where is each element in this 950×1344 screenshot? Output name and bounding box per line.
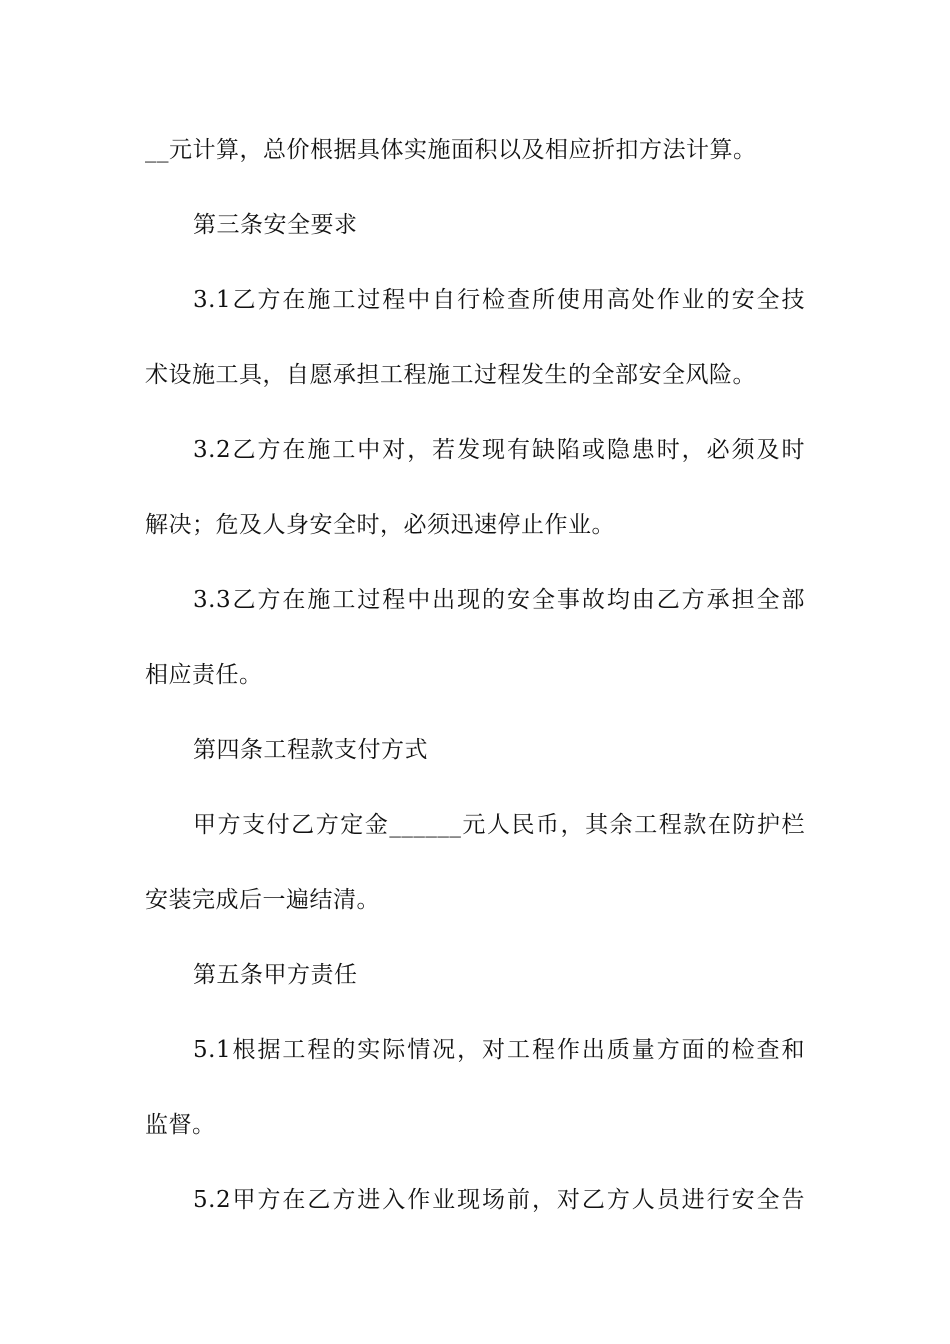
paragraph-line: 3.2乙方在施工中对，若发现有缺陷或隐患时，必须及时 xyxy=(193,437,805,463)
paragraph-line: 5.2甲方在乙方进入作业现场前，对乙方人员进行安全告 xyxy=(193,1187,805,1213)
paragraph-line: 5.1根据工程的实际情况，对工程作出质量方面的检查和 xyxy=(193,1037,805,1063)
paragraph-line: 监督。 xyxy=(145,1112,216,1138)
section-heading-4: 第四条工程款支付方式 xyxy=(193,737,428,763)
paragraph-line: 解决；危及人身安全时，必须迅速停止作业。 xyxy=(145,512,615,538)
paragraph-line: __元计算，总价根据具体实施面积以及相应折扣方法计算。 xyxy=(145,137,757,163)
section-heading-5: 第五条甲方责任 xyxy=(193,962,358,988)
paragraph-line: 3.1乙方在施工过程中自行检查所使用高处作业的安全技 xyxy=(193,287,805,313)
paragraph-line: 安装完成后一遍结清。 xyxy=(145,887,380,913)
paragraph-line: 甲方支付乙方定金______元人民币，其余工程款在防护栏 xyxy=(193,812,805,838)
paragraph-line: 术设施工具，自愿承担工程施工过程发生的全部安全风险。 xyxy=(145,362,756,388)
section-heading-3: 第三条安全要求 xyxy=(193,212,358,238)
paragraph-line: 3.3乙方在施工过程中出现的安全事故均由乙方承担全部 xyxy=(193,587,805,613)
paragraph-line: 相应责任。 xyxy=(145,662,263,688)
